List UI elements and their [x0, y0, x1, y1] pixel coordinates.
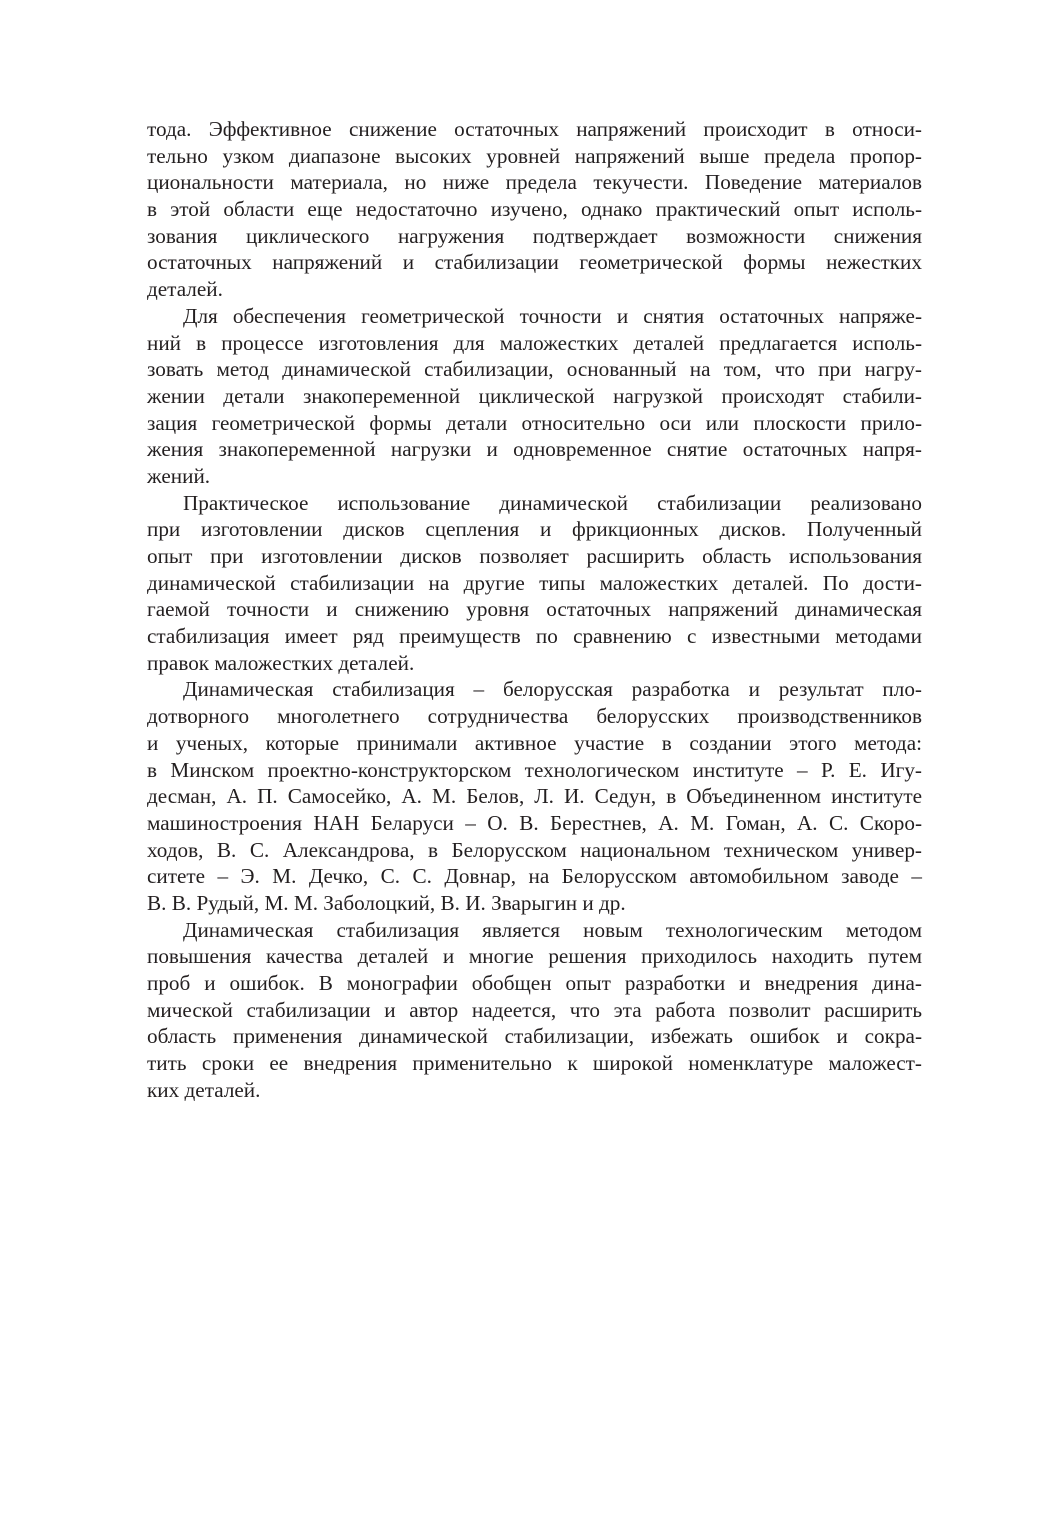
- text-line: зовать метод динамической стабилизации, основанный на том, что при нагру-: [147, 357, 922, 382]
- paragraph: [147, 676, 922, 916]
- text-line: и ученых, которые принимали активное участие в создании этого метода:: [147, 730, 922, 755]
- text-line: проб и ошибок. В монографии обобщен опыт разработки и внедрения дина-: [147, 971, 922, 995]
- text-line: машиностроения НАН Беларуси – О. В. Берестнев, А. М. Гоман, А. С. Скоро-: [147, 810, 922, 835]
- paragraph: [147, 490, 922, 677]
- text-line: Динамическая стабилизация – белорусская разработка и результат пло-: [183, 677, 922, 702]
- text-line: жении детали знакопеременной циклической нагрузкой происходят стабили-: [147, 383, 922, 408]
- text-line: В. В. Рудый, М. М. Заболоцкий, В. И. Зварыгин и др.: [147, 890, 626, 915]
- text-line: область применения динамической стабилизации, избежать ошибок и сокра-: [147, 1024, 922, 1049]
- paragraph: [147, 116, 922, 303]
- text-line: в Минском проектно-конструкторском технологическом институте – Р. Е. Игу-: [147, 757, 922, 782]
- text-line: тить сроки ее внедрения применительно к широкой номенклатуре маложест-: [147, 1051, 922, 1076]
- text-line: остаточных напряжений и стабилизации геометрической формы нежестких: [147, 250, 922, 275]
- text-line: жения знакопеременной нагрузки и одновременное снятие остаточных напря-: [147, 437, 922, 462]
- text-line: тельно узком диапазоне высоких уровней напряжений выше предела пропор-: [147, 143, 922, 168]
- text-line: ких деталей.: [147, 1077, 261, 1102]
- text-line: Динамическая стабилизация является новым технологическим методом: [183, 917, 922, 942]
- text-line: правок маложестких деталей.: [147, 650, 415, 675]
- text-line: ний в процессе изготовления для маложестких деталей предлагается исполь-: [147, 330, 922, 355]
- text-line: зация геометрической формы детали относительно оси или плоскости прило-: [147, 410, 922, 435]
- text-line: повышения качества деталей и многие решения приходилось находить путем: [147, 944, 922, 969]
- text-line: ходов, В. С. Александрова, в Белорусском национальном техническом универ-: [147, 837, 922, 862]
- text-line: динамической стабилизации на другие типы маложестких деталей. По дости-: [147, 570, 922, 595]
- text-line: мической стабилизации и автор надеется, что эта работа позволит расширить: [147, 997, 922, 1022]
- text-line: тода. Эффективное снижение остаточных напряжений происходит в относи-: [147, 117, 922, 141]
- text-line: Практическое использование динамической стабилизации реализовано: [183, 490, 922, 515]
- text-line: деталей.: [147, 277, 223, 302]
- body-text: [147, 116, 922, 1103]
- text-line: опыт при изготовлении дисков позволяет расширить область использования: [147, 544, 922, 568]
- text-line: гаемой точности и снижению уровня остаточных напряжений динамическая: [147, 597, 922, 622]
- text-line: зования циклического нагружения подтверждает возможности снижения: [147, 223, 922, 248]
- paragraph: [147, 303, 922, 490]
- text-line: дотворного многолетнего сотрудничества белорусских производственников: [147, 704, 922, 729]
- text-line: жений.: [147, 463, 211, 488]
- text-line: десман, А. П. Самосейко, А. М. Белов, Л. И. Седун, в Объединенном институте: [147, 784, 922, 809]
- text-line: циональности материала, но ниже предела текучести. Поведение материалов: [147, 170, 922, 195]
- text-line: в этой области еще недостаточно изучено, однако практический опыт исполь-: [147, 197, 922, 222]
- text-line: Для обеспечения геометрической точности и снятия остаточных напряже-: [183, 303, 922, 328]
- text-line: при изготовлении дисков сцепления и фрикционных дисков. Полученный: [147, 517, 922, 542]
- text-line: стабилизация имеет ряд преимуществ по сравнению с известными методами: [147, 624, 922, 649]
- text-line: ситете – Э. М. Дечко, С. С. Довнар, на Белорусском автомобильном заводе –: [147, 864, 922, 889]
- paragraph: [147, 917, 922, 1104]
